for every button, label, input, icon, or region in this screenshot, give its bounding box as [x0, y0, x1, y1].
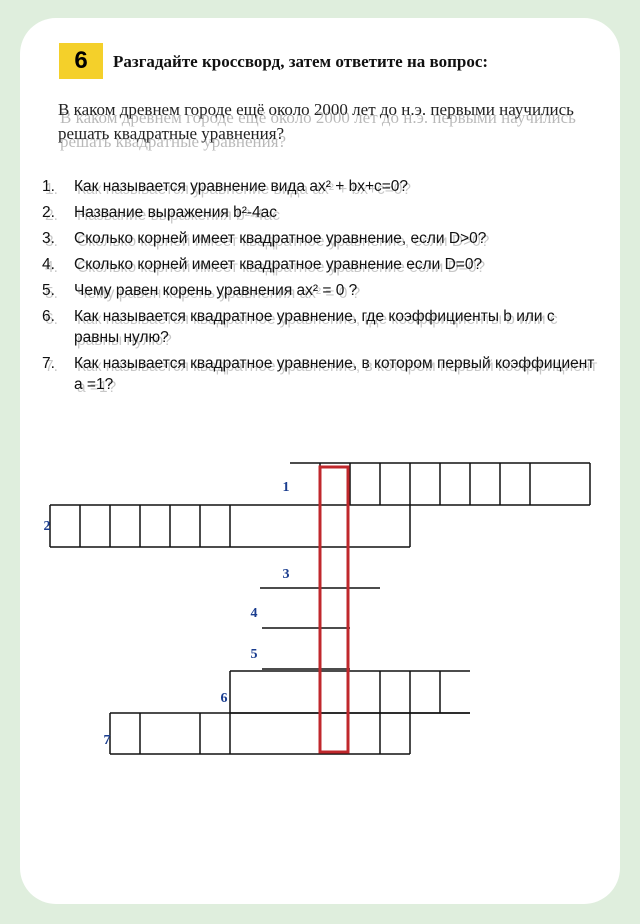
clue-item: 6. Как называется квадратное уравнение, где коэффициенты b или c равны нулю? [42, 306, 598, 348]
clue-item: 3. Сколько корней имеет квадратное уравнение, если D>0? [42, 228, 598, 249]
clue-item: 2. Название выражения b²-4ac [42, 202, 598, 223]
clue-item: 7. Как называется квадратное уравнение, в котором первый коэффициент a =1? [42, 353, 598, 395]
clue-text: Как называется уравнение вида ax² + bx+c=0? [74, 178, 409, 195]
main-question: В каком древнем городе ещё около 2000 лет до н.э. первыми научились решать квадратные уравнения? [58, 100, 574, 143]
clue-text: Сколько корней имеет квадратное уравнение, если D>0? [74, 230, 487, 247]
task-heading: Разгадайте кроссворд, затем ответите на вопрос: [113, 52, 489, 71]
clue-item: 1. Как называется уравнение вида ax² + bx+c=0? [42, 176, 598, 197]
row-number-5: 5 [250, 647, 258, 662]
clue-item: 4. Сколько корней имеет квадратное уравнение если D=0? [42, 254, 598, 275]
row-number-2: 2 [43, 519, 51, 534]
clue-text: Как называется квадратное уравнение, в котором первый коэффициент a =1? [74, 355, 595, 393]
row-number-6: 6 [220, 691, 228, 706]
clue-text: Название выражения b²-4ac [74, 204, 278, 221]
answer-column [320, 467, 348, 752]
clue-text: Как называется квадратное уравнение, где коэффициенты b или c равны нулю? [74, 308, 555, 346]
clue-text: Чему равен корень уравнения ax² = 0 ? [74, 282, 358, 299]
row-number-4: 4 [250, 606, 258, 621]
task-number: 6 [74, 47, 88, 74]
clue-item: 5. Чему равен корень уравнения ax² = 0 ? [42, 280, 598, 301]
row-number-3: 3 [282, 567, 290, 582]
row-number-1: 1 [282, 480, 290, 495]
row-number-7: 7 [103, 733, 111, 748]
clue-text: Сколько корней имеет квадратное уравнение если D=0? [74, 256, 483, 273]
